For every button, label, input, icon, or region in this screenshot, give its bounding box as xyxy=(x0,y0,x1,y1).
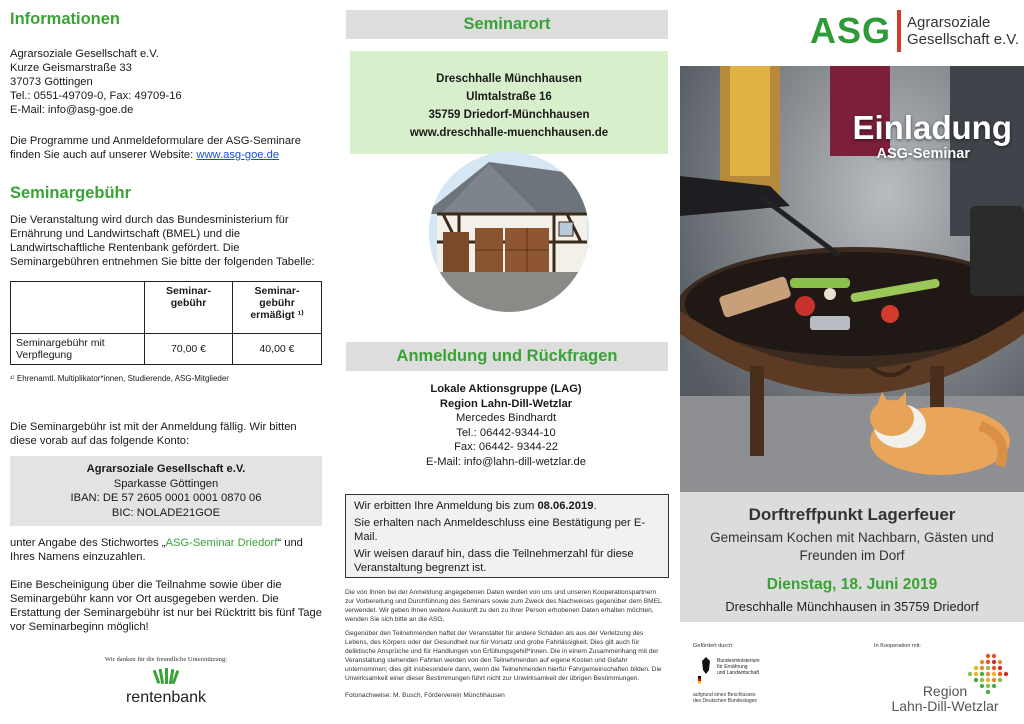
event-place: Dreschhalle Münchhausen in 35759 Driedorf xyxy=(725,599,979,614)
bank-details xyxy=(10,456,322,526)
contact-person: Mercedes Bindhardt xyxy=(455,412,557,424)
event-date: Dienstag, 18. Juni 2019 xyxy=(766,576,938,593)
event-subtitle: Gemeinsam Kochen mit Nachbarn, Gästen und Freunden im Dorf xyxy=(710,530,994,563)
fee-row-label: Seminargebühr mit Verpflegung xyxy=(11,334,145,365)
barn-illustration xyxy=(429,152,589,312)
address-line: 37073 Göttingen xyxy=(10,76,93,88)
info-column xyxy=(0,0,332,724)
fee-table xyxy=(10,281,322,365)
programs-text: Die Programme und Anmeldeformulare der ASG-Seminare finden Sie auch auf unserer Website: www.asg-goe.de xyxy=(10,135,302,161)
registration-bar xyxy=(346,342,668,371)
asg-logo xyxy=(810,10,1019,52)
lag-name: Lokale Aktionsgruppe (LAG) xyxy=(430,383,582,395)
venue-line: Dreschhalle Münchhausen xyxy=(436,73,582,85)
bundestag-text: aufgrund eines Beschlusses des Deutschen Bundestages xyxy=(693,692,757,704)
fee-value-reduced: 40,00 € xyxy=(233,334,322,365)
confirmation-text: Sie erhalten nach Anmeldeschluss eine Bestätigung per E-Mail. xyxy=(354,517,646,543)
logo-acronym: ASG xyxy=(810,10,892,51)
rentenbank-logo xyxy=(0,668,332,707)
limit-text: Wir weisen darauf hin, dass die Teilnehmerzahl für diese Veranstaltung begrenzt ist. xyxy=(354,548,634,574)
registration-contact xyxy=(340,382,672,469)
venue-line: Ulmtalstraße 16 xyxy=(466,91,552,103)
logo-divider xyxy=(897,10,901,52)
fee-heading: Seminargebühr xyxy=(10,184,132,202)
cover-title: Einladung xyxy=(852,109,1012,146)
fee-col-header-reduced: Seminar-gebühr ermäßigt ¹⁾ xyxy=(233,282,322,334)
bank-account-name: Agrarsoziale Gesellschaft e.V. xyxy=(86,463,246,475)
deadline-date: 08.06.2019 xyxy=(537,500,594,512)
contact-tel: Tel.: 06442-9344-10 xyxy=(456,426,556,439)
address-line: Agrarsoziale Gesellschaft e.V. xyxy=(10,48,159,60)
rentenbank-name: rentenbank xyxy=(125,689,207,706)
info-heading: Informationen xyxy=(10,10,120,28)
address-block xyxy=(10,47,322,117)
coop-label: In Kooperation mit: xyxy=(874,643,921,649)
certificate-text: Eine Bescheinigung über die Teilnahme sowie über die Seminargebühr kann vor Ort ausgegeben werden. Die Erstattung der Seminargebühr ist nur bei Rücktritt bis fünf Tage vor Seminarbeginn möglich! xyxy=(10,579,322,633)
address-line: Kurze Geismarstraße 33 xyxy=(10,62,132,74)
address-line: Tel.: 0551-49709-0, Fax: 49709-16 xyxy=(10,90,182,102)
venue-url: www.dreschhalle-muenchhausen.de xyxy=(409,127,609,139)
due-text: Die Seminargebühr ist mit der Anmeldung fällig. Wir bitten diese vorab auf das folgende Konto: xyxy=(10,421,297,447)
registration-notice xyxy=(345,494,669,578)
fee-footnote: ¹⁾ Ehrenamtl. Multiplikator*innen, Studierende, ASG-Mitglieder xyxy=(10,374,229,383)
sponsor-label: Gefördert durch: xyxy=(693,643,734,649)
rentenbank-leaf-icon xyxy=(153,668,179,686)
liability-text: Gegenüber den Teilnehmenden haftet der Veranstalter für andere Schäden als aus der Verletzung des Lebens, des Körpers oder der Gesundheit nur für Vorsatz und grobe Fahrlässigkeit. Dies gilt auch für deliktische Ansprüche und für Handlungen von Erfüllungsgehilf*innen. Die in einem Zusammenhang mit der Veranstaltung stehenden Fahrten werden von den Teilnehmenden auf eigene Kosten und Gefahr unternommen; dies gilt insbesondere dann, wenn die Teilnehmenden hierfür Fahrgemeinschaften bilden. Die Unwirksamkeit einer dieser Bestimmungen führt nicht zur Unwirksamkeit der übrigen Bestimmungen. xyxy=(345,630,662,682)
bank-iban: IBAN: DE 57 2605 0001 0001 0870 06 xyxy=(70,492,262,504)
deadline-text: Wir erbitten Ihre Anmeldung bis zum 08.06.2019. xyxy=(354,500,597,512)
website-link[interactable]: www.asg-goe.de xyxy=(196,149,280,161)
logo-text: Agrarsoziale Gesellschaft e.V. xyxy=(907,14,1020,48)
contact-email: E-Mail: info@lahn-dill-wetzlar.de xyxy=(426,455,586,468)
venue-line: 35759 Driedorf-Münchhausen xyxy=(428,109,590,121)
fee-intro: Die Veranstaltung wird durch das Bundesministerium für Ernährung und Landwirtschaft (BMEL) und die Landwirtschaftliche Rentenbank gefördert. Die Seminargebühren entnehmen Sie bitte der folgenden Tabelle: xyxy=(10,214,315,268)
cover-title-block xyxy=(820,110,1012,162)
bmel-logo xyxy=(698,654,760,684)
address-line: E-Mail: info@asg-goe.de xyxy=(10,104,134,116)
federal-eagle-icon xyxy=(698,654,714,684)
cover-subtitle: ASG-Seminar xyxy=(876,146,970,162)
keyword-text: unter Angabe des Stichwortes „ASG-Seminar Driedorf“ und Ihres Namens einzuzahlen. xyxy=(10,537,303,563)
bank-name: Sparkasse Göttingen xyxy=(113,477,219,490)
photo-credits: Fotonachweise: M. Busch, Förderverein Münchhausen xyxy=(345,692,505,699)
venue-bar xyxy=(346,10,668,39)
event-panel xyxy=(680,492,1024,622)
fee-value: 70,00 € xyxy=(145,334,233,365)
contact-fax: Fax: 06442- 9344-22 xyxy=(454,441,558,453)
venue-photo xyxy=(429,152,589,312)
venue-heading: Seminarort xyxy=(463,15,551,33)
fee-col-header: Seminar-gebühr xyxy=(145,282,233,334)
venue-box xyxy=(350,51,668,154)
event-title: Dorftreffpunkt Lagerfeuer xyxy=(748,505,956,524)
bmel-text: Bundesministerium für Ernährung und Landwirtschaft xyxy=(717,658,760,676)
legal-text xyxy=(345,588,667,700)
sponsor-area xyxy=(680,636,1024,724)
thanks-text: Wir danken für die freundliche Unterstützung: xyxy=(104,656,228,663)
keyword: ASG-Seminar Driedorf xyxy=(165,537,278,549)
privacy-text: Die von Ihnen bei der Anmeldung angegebenen Daten werden von uns und unseren Kooperationspartnern zur Vorbereitung und Durchführung des Seminars sowie zum Zweck des Nachweises gegenüber dem BMEL verwendet. Wir geben Ihnen weitere Auskunft zu den zu Ihrer Person erhobenen Daten erhalten möchten, wenden Sie sich bitte an die ASG. xyxy=(345,589,662,623)
region-logo-text: Region Lahn-Dill-Wetzlar xyxy=(891,683,999,714)
lag-region: Region Lahn-Dill-Wetzlar xyxy=(439,397,573,410)
bank-bic: BIC: NOLADE21GOE xyxy=(111,506,221,519)
registration-heading: Anmeldung und Rückfragen xyxy=(396,347,618,365)
